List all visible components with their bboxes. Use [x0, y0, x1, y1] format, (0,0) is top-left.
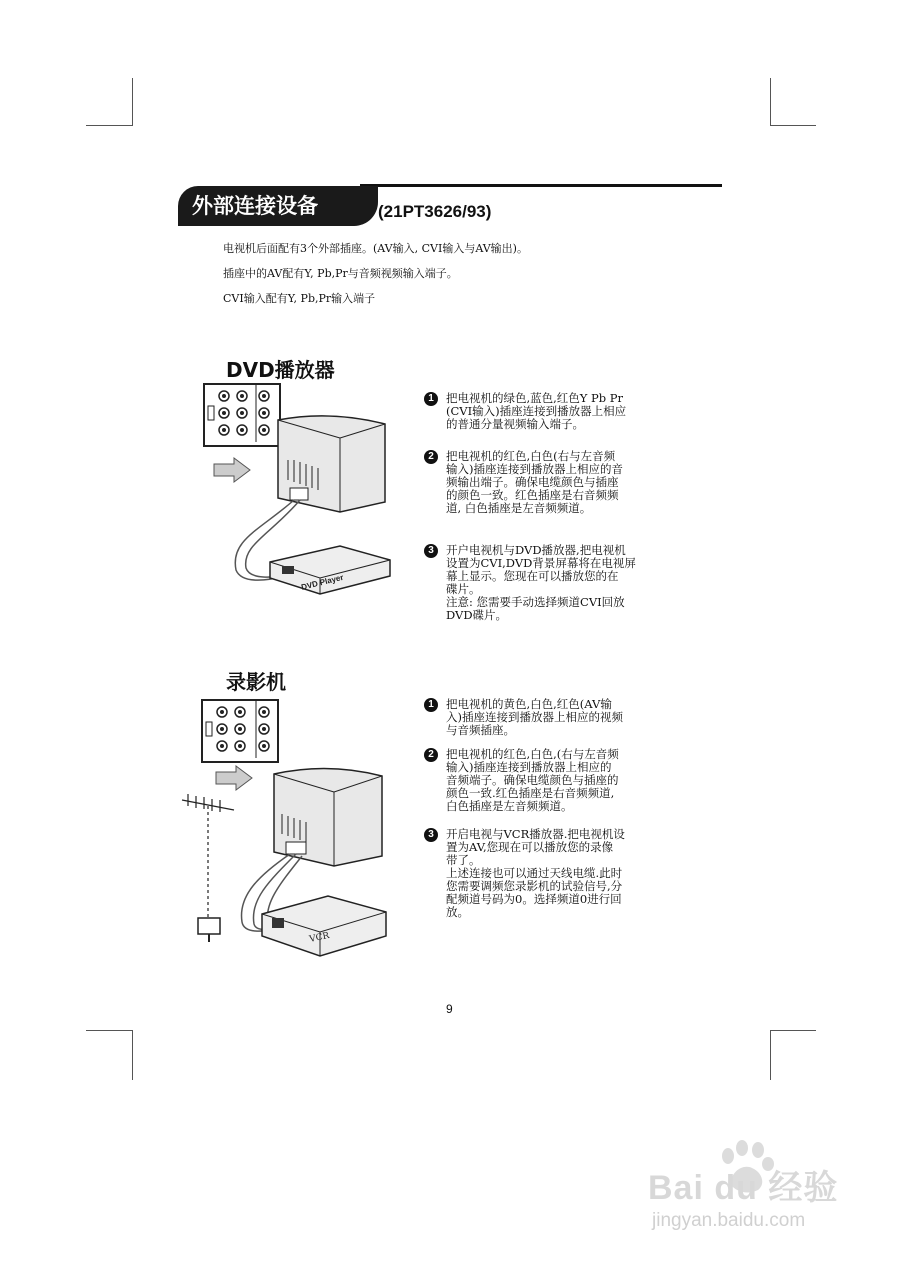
crop-mark [86, 125, 132, 126]
step-number: 3 [424, 544, 438, 558]
crop-mark [132, 78, 133, 126]
watermark-logo: Bai du 经验 [648, 1169, 839, 1207]
step-text: 把电视机的黄色,白色,红色(AV输 入)插座连接到播放器上相应的视频 与音频插座。 [446, 697, 623, 737]
dvd-section-title: DVD播放器 [226, 358, 335, 382]
tv-icon [278, 416, 385, 512]
vcr-step [424, 828, 694, 919]
jack-panel [202, 700, 278, 762]
vcr-step [424, 748, 694, 813]
antenna-icon [182, 794, 234, 918]
step-text: 开户电视机与DVD播放器,把电视机 设置为CVI,DVD背景屏幕将在电视屏 幕上显示。您现在可以播放您的在 碟片。 注意: 您需要手动选择频道CVI回放 DVD碟片。 [446, 543, 636, 622]
step-number: 1 [424, 392, 438, 406]
dvd-player-icon [270, 546, 390, 594]
header-rule [360, 184, 722, 187]
vcr-connection-illustration [178, 696, 400, 966]
dvd-step [424, 392, 694, 431]
dvd-step [424, 544, 694, 622]
intro-line: 电视机后面配有3个外部插座。(AV输入, CVI输入与AV输出)。 [223, 242, 528, 255]
model-number: (21PT3626/93) [378, 202, 492, 221]
dvd-device-label: DVD Player [300, 572, 345, 592]
crop-mark [770, 125, 816, 126]
step-text: 把电视机的红色,白色,(右与左音频 输入)插座连接到播放器上相应的 音频端子。确保电缆颜色与插座的 颜色一致.红色插座是右音频频道, 白色插座是左音频频道。 [446, 747, 619, 813]
jack-panel [204, 384, 280, 446]
step-number: 1 [424, 698, 438, 712]
vcr-device-label: VCR [308, 930, 331, 945]
step-number: 3 [424, 828, 438, 842]
dvd-step [424, 450, 694, 515]
intro-line: CVI输入配有Y, Pb,Pr输入端子 [223, 292, 376, 305]
wall-socket-icon [198, 918, 220, 942]
dvd-connection-illustration [190, 380, 400, 605]
page-title: 外部连接设备 [178, 186, 378, 226]
step-text: 开启电视与VCR播放器.把电视机设 置为AV,您现在可以播放您的录像 带了。 上述连接也可以通过天线电缆.此时 您需要调频您录影机的试验信号,分 配频道号码为0。选择频道0进行回 放。 [446, 827, 625, 919]
crop-mark [86, 1030, 132, 1031]
crop-mark [132, 1030, 133, 1080]
watermark-url: jingyan.baidu.com [652, 1210, 806, 1231]
crop-mark [770, 1030, 771, 1080]
vcr-icon [262, 896, 386, 956]
vcr-section-title: 录影机 [226, 670, 286, 694]
page-number: 9 [446, 1002, 453, 1016]
step-number: 2 [424, 450, 438, 464]
tv-icon [274, 768, 382, 866]
step-text: 把电视机的绿色,蓝色,红色Y Pb Pr (CVI输入)插座连接到播放器上相应 的普通分量视频输入端子。 [446, 391, 627, 431]
vcr-step [424, 698, 694, 737]
crop-mark [770, 1030, 816, 1031]
arrow-icon [214, 458, 250, 482]
crop-mark [770, 78, 771, 126]
step-number: 2 [424, 748, 438, 762]
step-text: 把电视机的红色,白色(右与左音频 输入)插座连接到播放器上相应的音 频输出端子。确保电缆颜色与插座 的颜色一致。红色插座是右音频频 道, 白色插座是左音频频道。 [446, 449, 623, 515]
intro-line: 插座中的AV配有Y, Pb,Pr与音频视频输入端子。 [223, 267, 458, 280]
arrow-icon [216, 766, 252, 790]
